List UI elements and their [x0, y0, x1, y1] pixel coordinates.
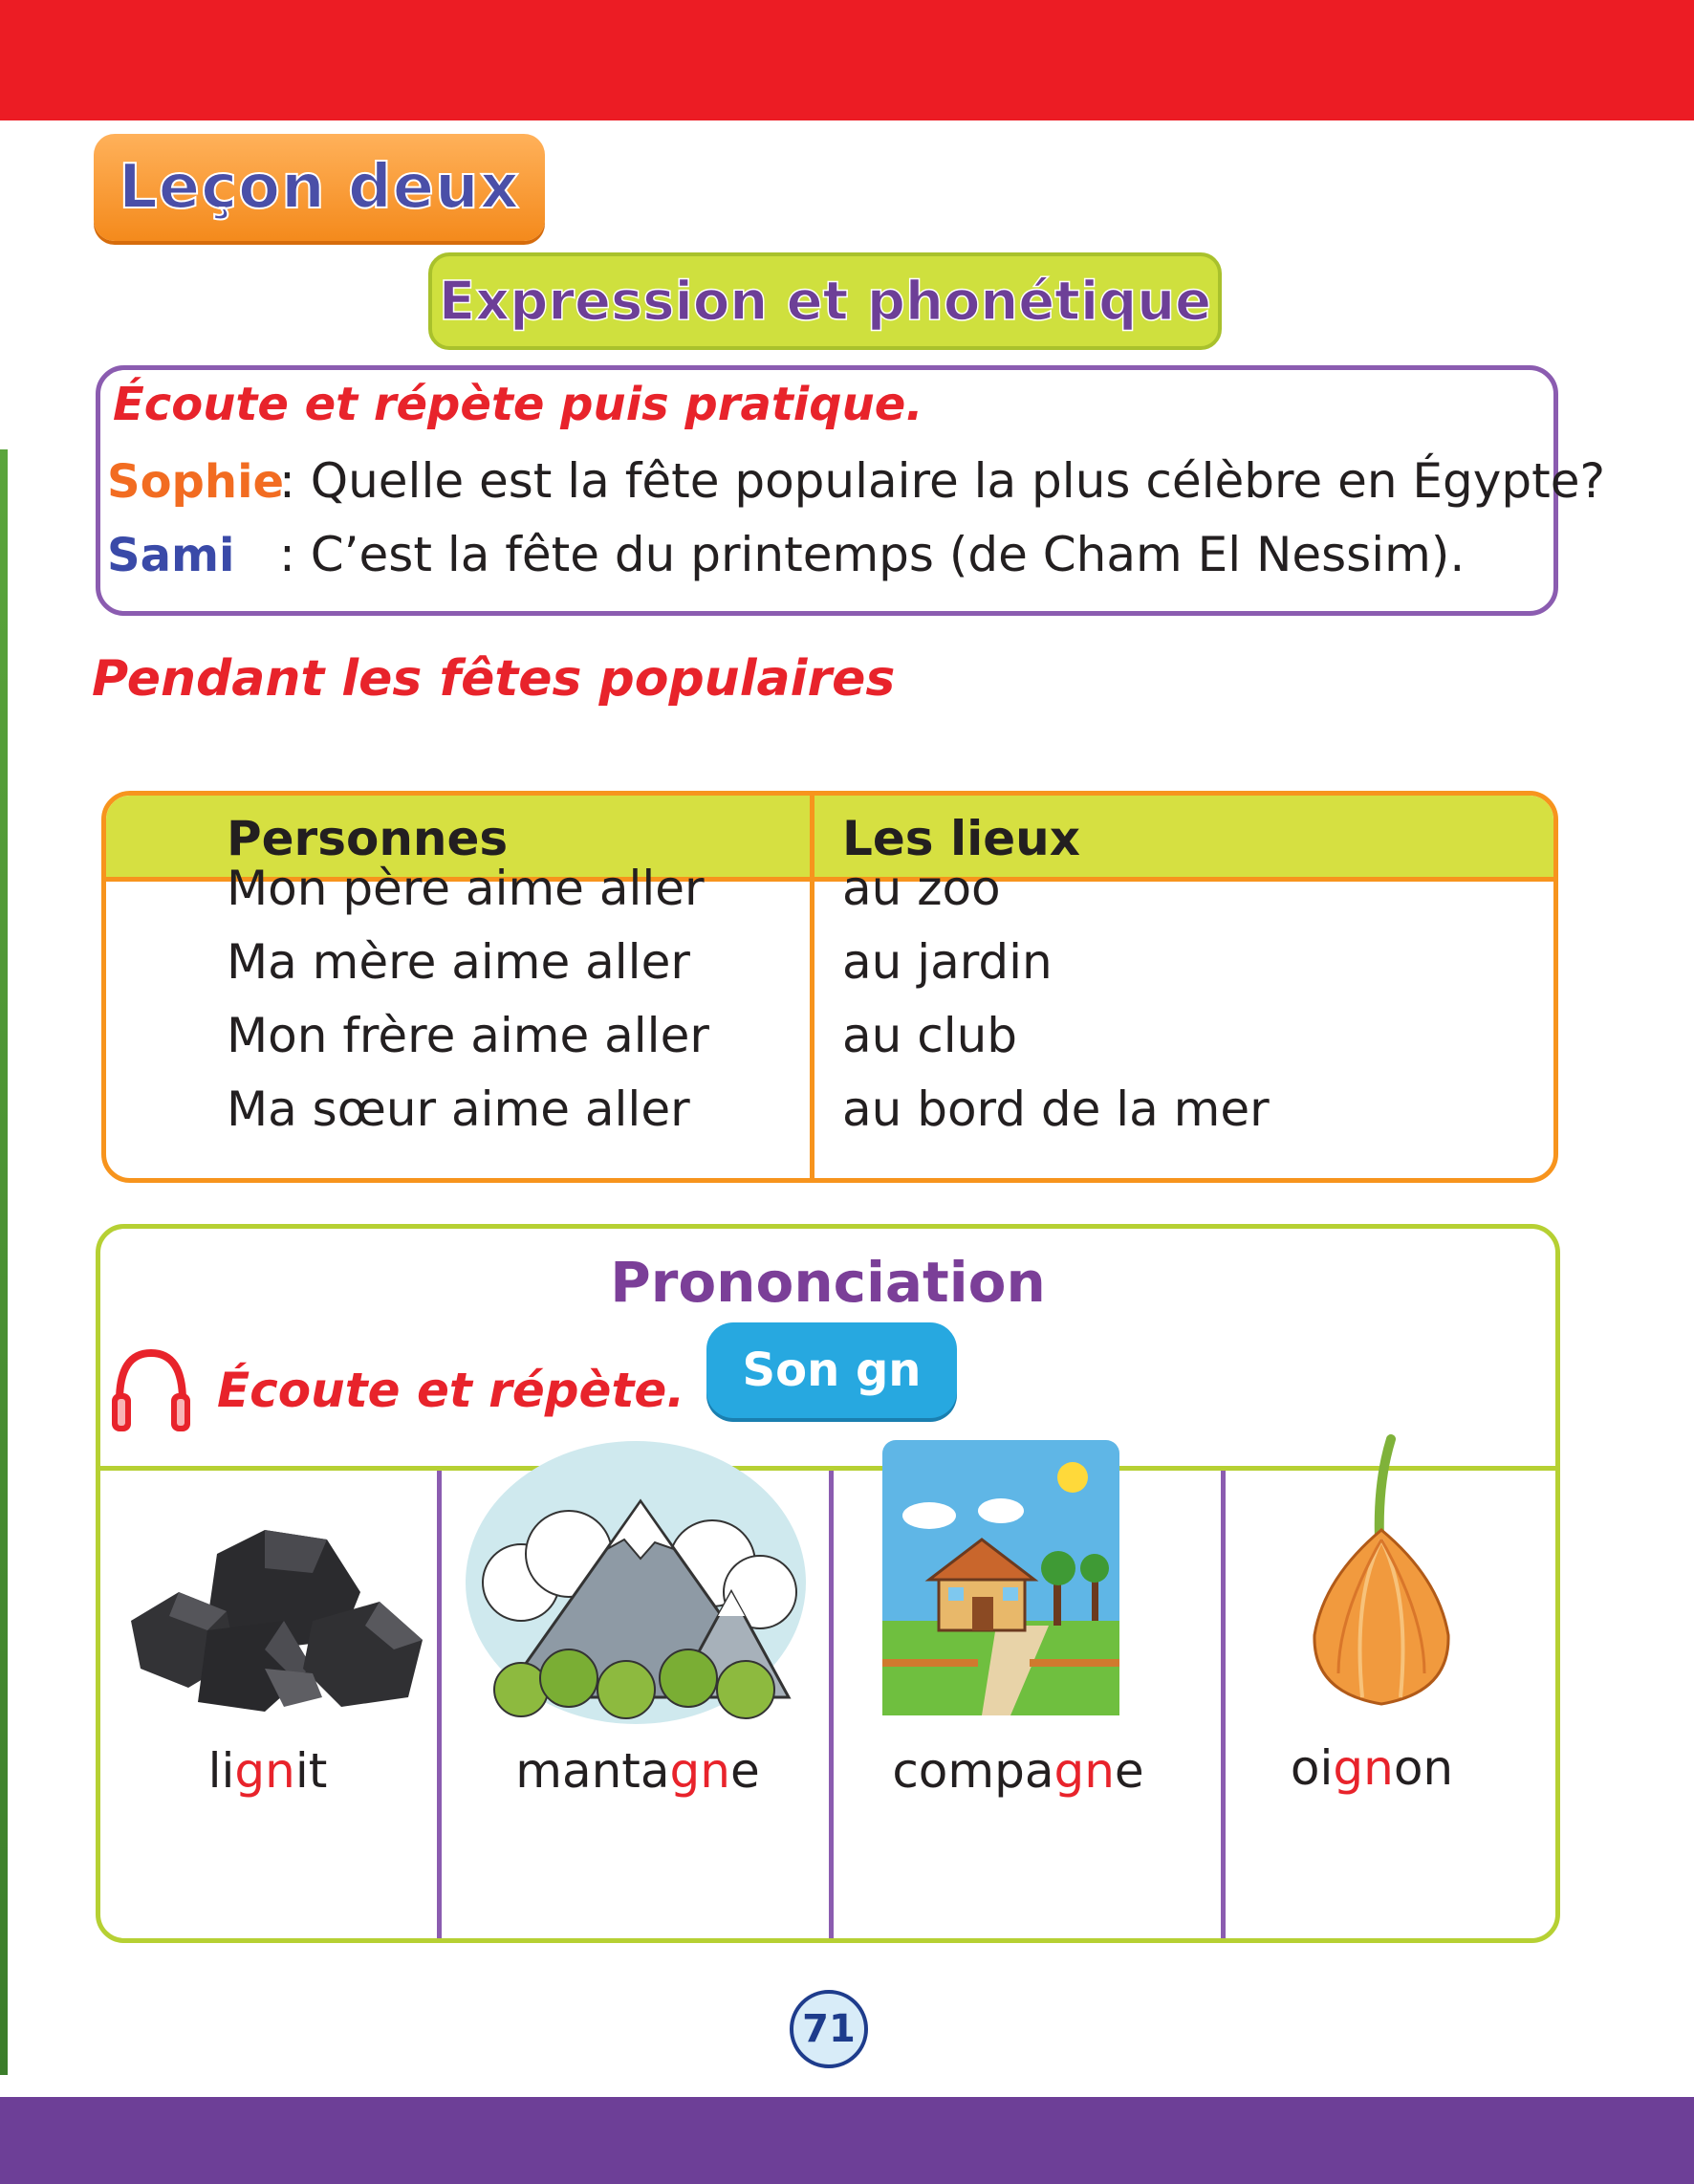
word-lignit: lignit — [207, 1743, 328, 1799]
sound-label: Son gn — [742, 1343, 922, 1397]
table-cell-person: Mon frère aime aller — [227, 1008, 709, 1063]
table-header-places: Les lieux — [842, 811, 1080, 866]
dialogue-line-sophie: : Quelle est la fête populaire la plus célèbre en Égypte? — [279, 453, 1605, 509]
table-header-persons: Personnes — [227, 811, 509, 866]
lesson-title: Leçon deux — [119, 152, 520, 223]
vocabulary-table — [101, 791, 1558, 1183]
countryside-icon — [877, 1434, 1125, 1721]
page-number-badge — [790, 1990, 868, 2068]
pronunciation-box — [96, 1224, 1560, 1943]
dialogue-line-sami: : C’est la fête du printemps (de Cham El Nessim). — [279, 527, 1466, 582]
table-cell-person: Ma mère aime aller — [227, 934, 690, 990]
section-title: Expression et phonétique — [438, 270, 1212, 333]
table-cell-person: Mon père aime aller — [227, 861, 705, 916]
section-subtitle: Pendant les fêtes populaires — [92, 650, 896, 708]
table-cell-place: au bord de la mer — [842, 1081, 1270, 1137]
table-cell-place: au jardin — [842, 934, 1053, 990]
speaker-sami: Sami — [107, 529, 235, 582]
grid-column-divider — [1221, 1471, 1226, 1943]
word-oignon: oignon — [1290, 1740, 1454, 1796]
mountain-icon — [464, 1439, 808, 1726]
section-title-badge — [428, 252, 1222, 350]
table-cell-place: au zoo — [842, 861, 1001, 916]
top-color-bar — [0, 0, 1694, 120]
lesson-title-badge — [94, 134, 545, 241]
speaker-sophie: Sophie — [107, 455, 285, 509]
sound-badge — [706, 1322, 957, 1418]
left-edge-strip — [0, 449, 8, 2075]
table-cell-person: Ma sœur aime aller — [227, 1081, 690, 1137]
page-number: 71 — [802, 2007, 856, 2051]
headphones-icon[interactable] — [108, 1343, 194, 1435]
grid-column-divider — [829, 1471, 834, 1943]
pronunciation-instruction: Écoute et répète. — [217, 1363, 685, 1418]
word-compagne: compagne — [892, 1743, 1144, 1799]
table-cell-place: au club — [842, 1008, 1018, 1063]
pronunciation-title: Prononciation — [610, 1250, 1046, 1315]
onion-icon — [1286, 1434, 1477, 1721]
grid-column-divider — [437, 1471, 442, 1943]
dialogue-instruction: Écoute et répète puis pratique. — [113, 378, 923, 431]
word-mantagne: mantagne — [515, 1743, 760, 1799]
bottom-color-bar — [0, 2097, 1694, 2184]
table-column-divider — [810, 796, 814, 1178]
coal-icon — [121, 1516, 427, 1716]
